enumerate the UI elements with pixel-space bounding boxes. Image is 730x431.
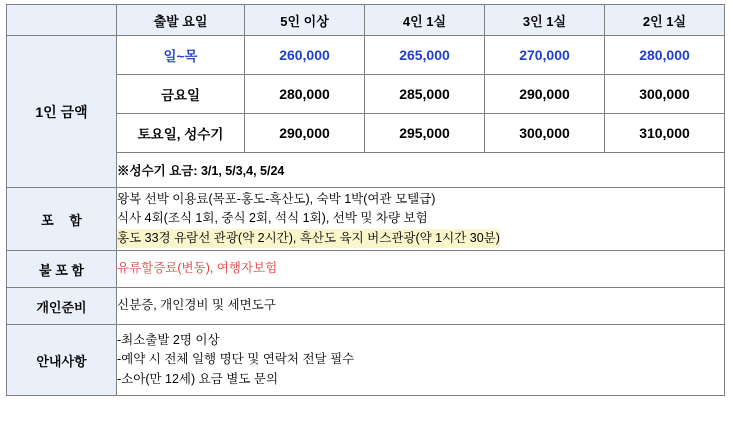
price-label-cell: 1인 금액 <box>7 36 117 188</box>
row-2-value-2: 300,000 <box>485 114 605 153</box>
row-0-value-3: 280,000 <box>605 36 725 75</box>
section-label-info: 안내사항 <box>7 325 117 396</box>
row-2-value-1: 295,000 <box>365 114 485 153</box>
included-line-1: 식사 4회(조식 1회, 중식 2회, 석식 1회), 선박 및 차량 보험 <box>117 211 428 226</box>
header-col-0: 출발 요일 <box>117 5 245 36</box>
personal-line-0: 신분증, 개인경비 및 세면도구 <box>117 298 276 313</box>
row-1-value-2: 290,000 <box>485 75 605 114</box>
header-corner-blank <box>7 5 117 36</box>
section-content-included <box>117 188 725 251</box>
row-0-value-0: 260,000 <box>245 36 365 75</box>
section-label-included: 포 함 <box>7 188 117 251</box>
row-1-name: 금요일 <box>117 75 245 114</box>
row-0-value-1: 265,000 <box>365 36 485 75</box>
info-line-2: -소아(만 12세) 요금 별도 문의 <box>117 371 279 386</box>
peak-season-note: ※성수기 요금: 3/1, 5/3,4, 5/24 <box>117 153 725 188</box>
section-row-info <box>7 325 725 396</box>
info-line-0: -최소출발 2명 이상 <box>117 332 220 347</box>
section-row-included <box>7 188 725 251</box>
excluded-line-0: 유류할증료(변동), 여행자보험 <box>117 261 278 276</box>
header-col-4: 2인 1실 <box>605 5 725 36</box>
info-line-1: -예약 시 전체 일행 명단 및 연락처 전달 필수 <box>117 352 355 367</box>
header-col-1: 5인 이상 <box>245 5 365 36</box>
section-content-info <box>117 325 725 396</box>
row-1-value-1: 285,000 <box>365 75 485 114</box>
header-col-3: 3인 1실 <box>485 5 605 36</box>
section-label-excluded: 불 포 함 <box>7 251 117 288</box>
row-2-name: 토요일, 성수기 <box>117 114 245 153</box>
header-col-2: 4인 1실 <box>365 5 485 36</box>
included-line-0: 왕복 선박 이용료(목포-홍도-흑산도), 숙박 1박(여관 모텔급) <box>117 191 436 206</box>
section-row-excluded <box>7 251 725 288</box>
row-1-value-0: 280,000 <box>245 75 365 114</box>
section-label-personal: 개인준비 <box>7 288 117 325</box>
section-row-personal <box>7 288 725 325</box>
section-content-personal <box>117 288 725 325</box>
row-0-value-2: 270,000 <box>485 36 605 75</box>
row-1-value-3: 300,000 <box>605 75 725 114</box>
table-header-row <box>7 5 725 36</box>
row-0-name: 일~목 <box>117 36 245 75</box>
included-line-2: 홍도 33경 유람선 관광(약 2시간), 흑산도 육지 버스관광(약 1시간 30분) <box>117 229 500 248</box>
table-row <box>7 36 725 75</box>
row-2-value-3: 310,000 <box>605 114 725 153</box>
section-content-excluded <box>117 251 725 288</box>
row-2-value-0: 290,000 <box>245 114 365 153</box>
tour-price-table <box>6 4 725 396</box>
